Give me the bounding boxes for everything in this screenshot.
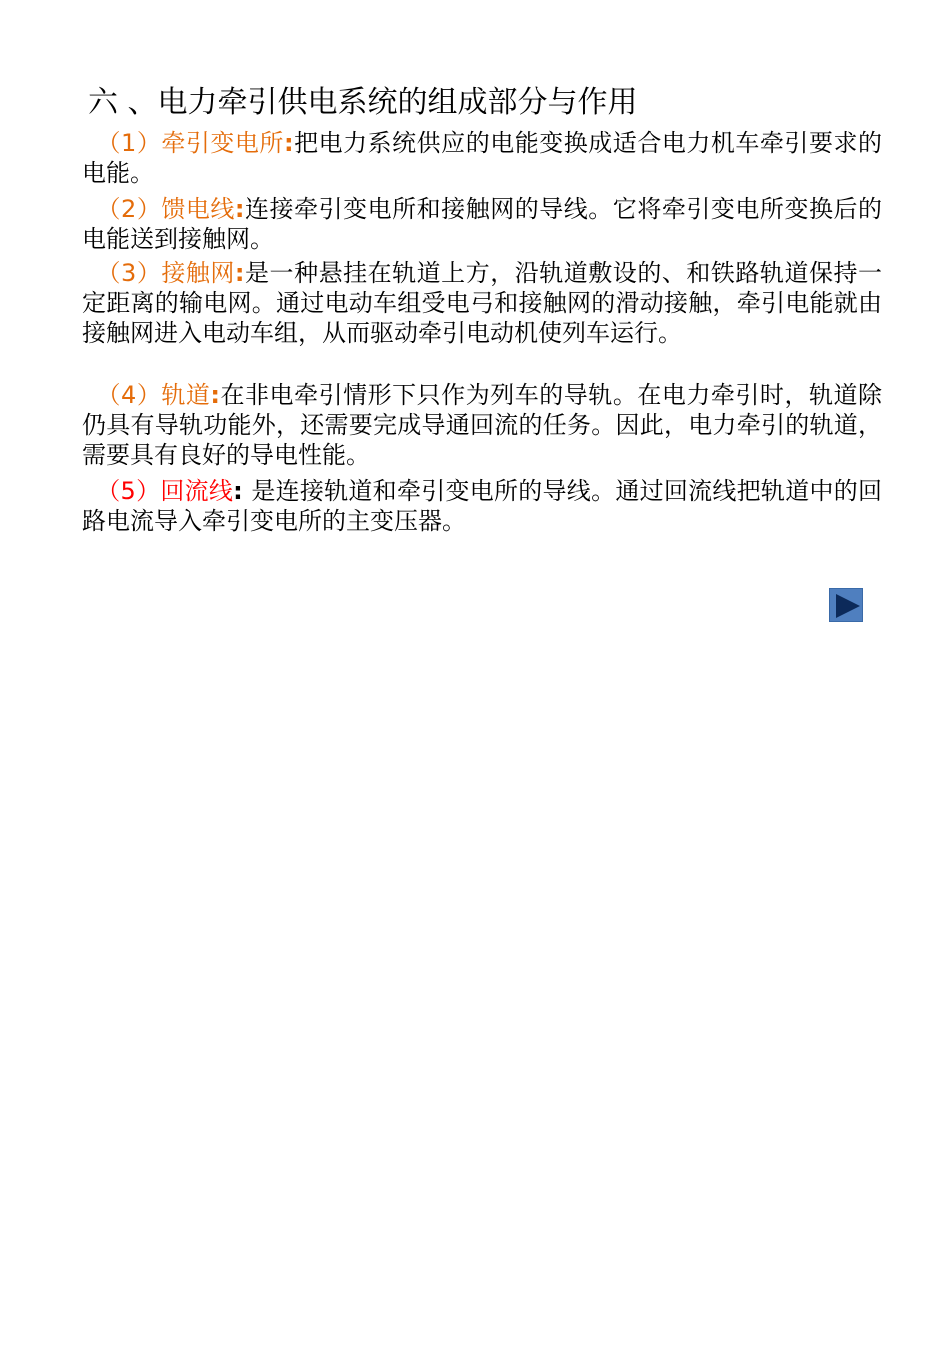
item-separator: : <box>234 259 245 287</box>
item-number: （3） <box>96 259 162 287</box>
item-term: 轨道 <box>161 381 211 409</box>
item-description: 是一种悬挂在轨道上方，沿轨道敷设的、和铁路轨道保持一定距离的输电网。通过电动车组受电弓和接触网的滑动接触，牵引电能就由接触网进入电动车组，从而驱动牵引电动机使列车运行。 <box>82 259 882 347</box>
page-title: 六 、电力牵引供电系统的组成部分与作用 <box>88 85 638 120</box>
item-separator: : <box>283 129 294 157</box>
item-description: 把电力系统供应的电能变换成适合电力机车牵引要求的电能。 <box>82 129 882 187</box>
item-separator: : <box>234 195 245 223</box>
play-triangle-icon <box>830 589 864 623</box>
item-term: 牵引变电所 <box>161 129 284 157</box>
list-item-catenary <box>82 258 882 348</box>
list-item-feeder <box>82 194 882 254</box>
item-description: 在非电牵引情形下只作为列车的导轨。在电力牵引时，轨道除仍具有导轨功能外，还需要完成导通回流的任务。因此，电力牵引的轨道，需要具有良好的导电性能。 <box>82 381 882 469</box>
item-description: 连接牵引变电所和接触网的导线。它将牵引变电所变换后的电能送到接触网。 <box>82 195 882 253</box>
next-slide-button[interactable] <box>829 588 863 622</box>
item-separator: : <box>233 477 252 505</box>
item-term: 接触网 <box>161 259 235 287</box>
item-number: （5） <box>96 477 161 505</box>
list-item-track <box>82 380 882 470</box>
item-description: 是连接轨道和牵引变电所的导线。通过回流线把轨道中的回路电流导入牵引变电所的主变压器。 <box>82 477 882 535</box>
list-item-return-wire <box>82 476 882 536</box>
item-number: （2） <box>96 195 162 223</box>
item-term: 馈电线 <box>161 195 235 223</box>
item-number: （1） <box>96 129 162 157</box>
list-item-substation <box>82 128 882 188</box>
item-separator: : <box>210 381 220 409</box>
item-term: 回流线 <box>160 477 234 505</box>
item-number: （4） <box>96 381 162 409</box>
